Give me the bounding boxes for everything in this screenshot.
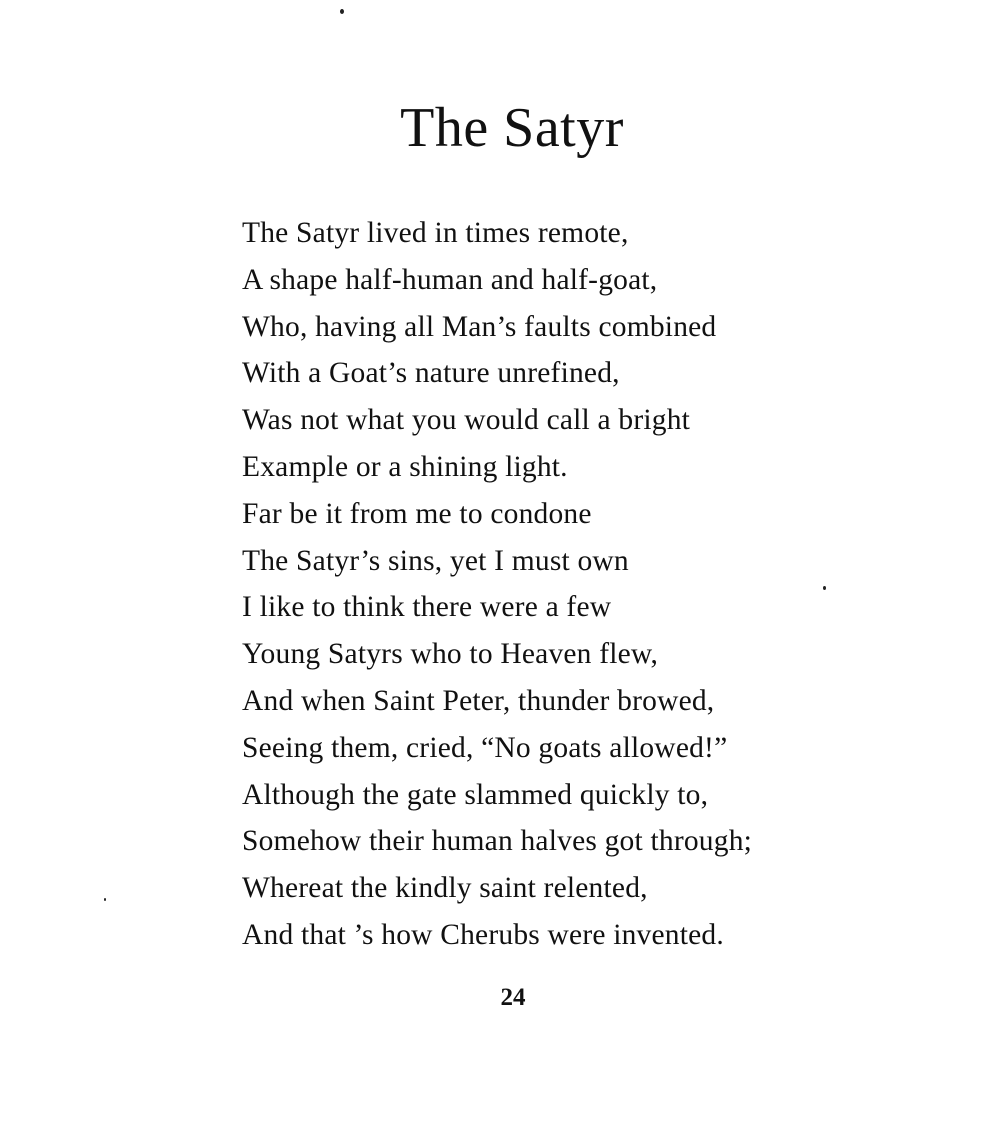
scan-speck [104, 898, 106, 901]
poem-line: I like to think there were a few [242, 591, 612, 624]
poem-line: Who, having all Man’s faults combined [242, 310, 717, 343]
poem-line: Whereat the kindly saint relented, [242, 872, 648, 905]
scan-speck [340, 9, 344, 14]
poem-line: Example or a shining light. [242, 450, 568, 483]
scan-speck [823, 586, 826, 590]
page-number: 24 [500, 984, 526, 1011]
poem-line: The Satyr lived in times remote, [242, 217, 629, 249]
poem-body [242, 210, 752, 959]
poem-line: Although the gate slammed quickly to, [242, 778, 709, 811]
poem-line: With a Goat’s nature unrefined, [242, 357, 620, 390]
poem-title: The Satyr [400, 97, 624, 159]
poem-line: And that ’s how Cherubs were invented. [242, 918, 724, 951]
poem-line: Far be it from me to condone [242, 497, 592, 530]
poem-line: Seeing them, cried, “No goats allowed!” [242, 731, 728, 764]
poem-line: Young Satyrs who to Heaven flew, [242, 638, 659, 671]
poem-line: A shape half-human and half-goat, [242, 263, 658, 296]
poem-line: The Satyr’s sins, yet I must own [242, 544, 629, 577]
poem-line: Was not what you would call a bright [242, 404, 691, 437]
poem-line: And when Saint Peter, thunder browed, [242, 684, 715, 717]
poem-line: Somehow their human halves got through; [242, 825, 753, 858]
